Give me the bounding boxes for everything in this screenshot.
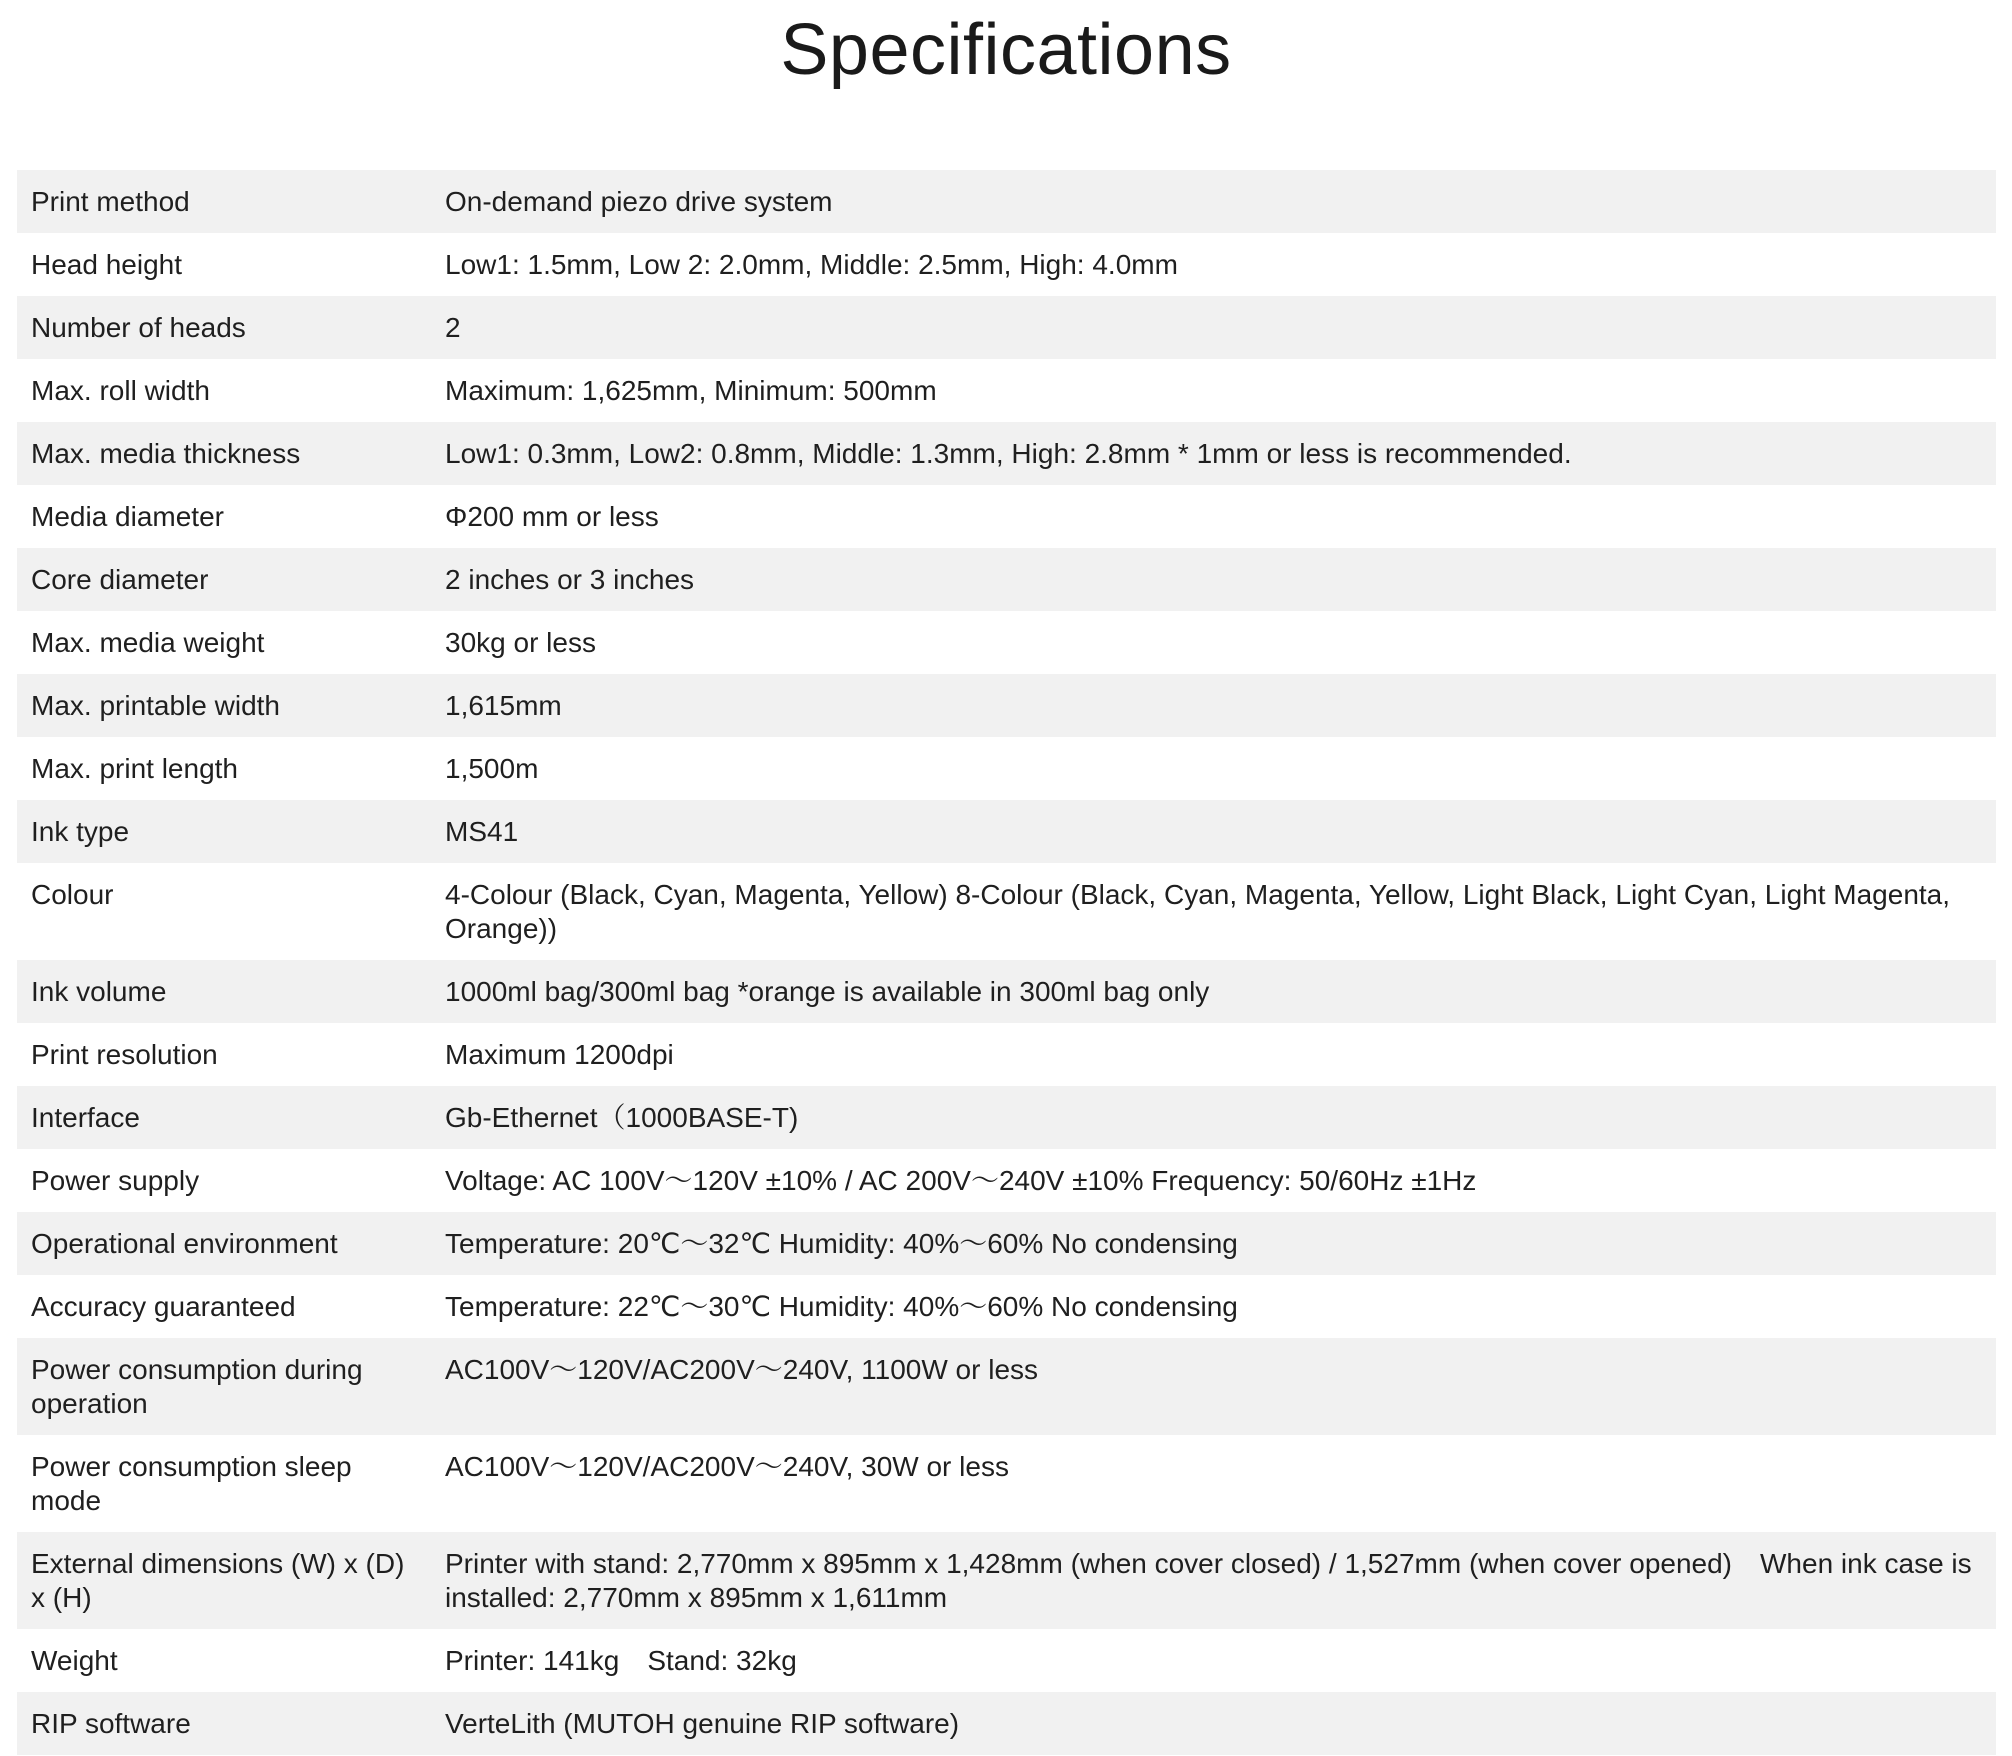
spec-value: Temperature: 20℃～32℃ Humidity: 40%～60% No condensing: [431, 1212, 1996, 1275]
spec-value: 30kg or less: [431, 611, 1996, 674]
spec-label: Operational environment: [17, 1212, 431, 1275]
spec-label: External dimensions (W) x (D) x (H): [17, 1532, 431, 1629]
spec-row-max-printable-width: [17, 674, 1996, 737]
spec-label: Print resolution: [17, 1023, 431, 1086]
spec-row-max-media-thickness: [17, 422, 1996, 485]
spec-label: Print method: [17, 170, 431, 233]
spec-row-max-roll-width: [17, 359, 1996, 422]
spec-row-media-diameter: [17, 485, 1996, 548]
spec-label: Max. roll width: [17, 359, 431, 422]
spec-label: RIP software: [17, 1692, 431, 1755]
spec-row-rip-software: [17, 1692, 1996, 1755]
spec-value: MS41: [431, 800, 1996, 863]
spec-label: Max. media weight: [17, 611, 431, 674]
spec-value: Gb-Ethernet（1000BASE-T): [431, 1086, 1996, 1149]
spec-row-print-resolution: [17, 1023, 1996, 1086]
spec-row-external-dimensions: [17, 1532, 1996, 1629]
spec-label: Max. media thickness: [17, 422, 431, 485]
spec-row-power-consumption-operation: [17, 1338, 1996, 1435]
spec-row-number-of-heads: [17, 296, 1996, 359]
spec-row-power-consumption-sleep: [17, 1435, 1996, 1532]
spec-label: Interface: [17, 1086, 431, 1149]
spec-label: Media diameter: [17, 485, 431, 548]
spec-label: Max. printable width: [17, 674, 431, 737]
spec-row-colour: [17, 863, 1996, 960]
spec-row-weight: [17, 1629, 1996, 1692]
spec-row-core-diameter: [17, 548, 1996, 611]
spec-row-ink-type: [17, 800, 1996, 863]
spec-row-ink-volume: [17, 960, 1996, 1023]
spec-value: Printer: 141kg Stand: 32kg: [431, 1629, 1996, 1692]
spec-row-operational-environment: [17, 1212, 1996, 1275]
spec-value: 1,500m: [431, 737, 1996, 800]
spec-label: Max. print length: [17, 737, 431, 800]
spec-label: Power consumption during operation: [17, 1338, 431, 1435]
spec-label: Colour: [17, 863, 431, 960]
spec-row-head-height: [17, 233, 1996, 296]
spec-row-max-media-weight: [17, 611, 1996, 674]
spec-label: Weight: [17, 1629, 431, 1692]
spec-value: Voltage: AC 100V～120V ±10% / AC 200V～240V ±10% Frequency: 50/60Hz ±1Hz: [431, 1149, 1996, 1212]
spec-label: Power consumption sleep mode: [17, 1435, 431, 1532]
spec-label: Ink volume: [17, 960, 431, 1023]
spec-label: Accuracy guaranteed: [17, 1275, 431, 1338]
spec-value: Φ200 mm or less: [431, 485, 1996, 548]
spec-label: Head height: [17, 233, 431, 296]
spec-label: Ink type: [17, 800, 431, 863]
spec-row-accuracy-guaranteed: [17, 1275, 1996, 1338]
spec-value: Maximum 1200dpi: [431, 1023, 1996, 1086]
spec-value: 4-Colour (Black, Cyan, Magenta, Yellow) 8-Colour (Black, Cyan, Magenta, Yellow, Light Black, Light Cyan, Light Magenta, Orange)): [431, 863, 1996, 960]
spec-table-body: [17, 170, 1996, 1755]
spec-value: 1,615mm: [431, 674, 1996, 737]
spec-value: Temperature: 22℃～30℃ Humidity: 40%～60% No condensing: [431, 1275, 1996, 1338]
spec-value: Low1: 1.5mm, Low 2: 2.0mm, Middle: 2.5mm, High: 4.0mm: [431, 233, 1996, 296]
spec-row-power-supply: [17, 1149, 1996, 1212]
spec-value: On-demand piezo drive system: [431, 170, 1996, 233]
spec-value: VerteLith (MUTOH genuine RIP software): [431, 1692, 1996, 1755]
spec-table: [17, 170, 1996, 1755]
spec-label: Core diameter: [17, 548, 431, 611]
spec-value: 2: [431, 296, 1996, 359]
spec-label: Number of heads: [17, 296, 431, 359]
spec-value: 2 inches or 3 inches: [431, 548, 1996, 611]
spec-value: Low1: 0.3mm, Low2: 0.8mm, Middle: 1.3mm, High: 2.8mm * 1mm or less is recommended.: [431, 422, 1996, 485]
page-title: Specifications: [780, 10, 1232, 90]
spec-value: Maximum: 1,625mm, Minimum: 500mm: [431, 359, 1996, 422]
spec-row-interface: [17, 1086, 1996, 1149]
spec-row-print-method: [17, 170, 1996, 233]
spec-value: AC100V～120V/AC200V～240V, 1100W or less: [431, 1338, 1996, 1435]
spec-row-max-print-length: [17, 737, 1996, 800]
spec-label: Power supply: [17, 1149, 431, 1212]
spec-value: Printer with stand: 2,770mm x 895mm x 1,428mm (when cover closed) / 1,527mm (when cover opened) When ink case is installed: 2,770mm x 895mm x 1,611mm: [431, 1532, 1996, 1629]
spec-value: AC100V～120V/AC200V～240V, 30W or less: [431, 1435, 1996, 1532]
spec-value: 1000ml bag/300ml bag *orange is available in 300ml bag only: [431, 960, 1996, 1023]
